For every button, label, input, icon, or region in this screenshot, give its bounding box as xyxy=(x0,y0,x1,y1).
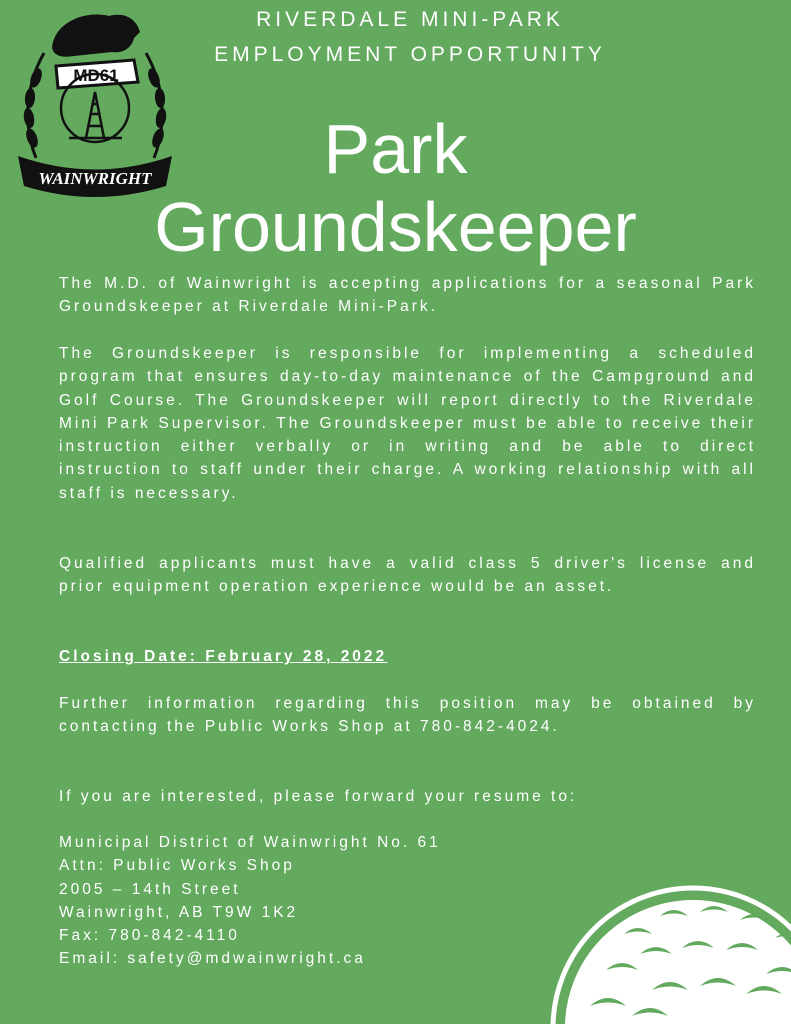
duties-paragraph: The Groundskeeper is responsible for implementing a scheduled program that ensures day-to-day maintenance of the Campground and Golf Course. The Groundskeeper will report directly to the Riverdale Mini Park Supervisor. The Groundskeeper must be able to receive their instruction either verbally or in writing and be able to direct instruction to staff under their charge. A working relationship with all staff is necessary. xyxy=(59,345,756,502)
address-line-3: 2005 – 14th Street xyxy=(59,880,241,898)
intro-paragraph: The M.D. of Wainwright is accepting applications for a seasonal Park Groundskeeper at Riverdale Mini-Park. xyxy=(59,275,756,316)
header-line-1: RIVERDALE MINI-PARK xyxy=(256,8,564,31)
address-line-4: Wainwright, AB T9W 1K2 xyxy=(59,903,299,921)
golf-ball-icon xyxy=(540,878,791,1024)
address-line-1: Municipal District of Wainwright No. 61 xyxy=(59,834,441,851)
qualifications-paragraph: Qualified applicants must have a valid class 5 driver's license and prior equipment operation experience would be an asset. xyxy=(59,555,756,596)
header-line-2: EMPLOYMENT OPPORTUNITY xyxy=(214,43,606,66)
closing-date: Closing Date: February 28, 2022 xyxy=(59,648,388,665)
title-line-1: Park xyxy=(323,110,468,188)
address-line-2: Attn: Public Works Shop xyxy=(59,857,295,875)
resume-paragraph: If you are interested, please forward your resume to: xyxy=(59,788,578,805)
mailing-address xyxy=(59,831,441,971)
email-line: Email: safety@mdwainwright.ca xyxy=(59,950,366,968)
info-paragraph: Further information regarding this position may be obtained by contacting the Public Works Shop at 780-842-4024. xyxy=(59,695,756,736)
fax-line: Fax: 780-842-4110 xyxy=(59,927,240,945)
page-title xyxy=(0,110,791,266)
logo-badge-text: MD61 xyxy=(73,66,119,85)
logo-banner-text: WAINWRIGHT xyxy=(38,169,152,188)
title-line-2: Groundskeeper xyxy=(154,188,637,266)
